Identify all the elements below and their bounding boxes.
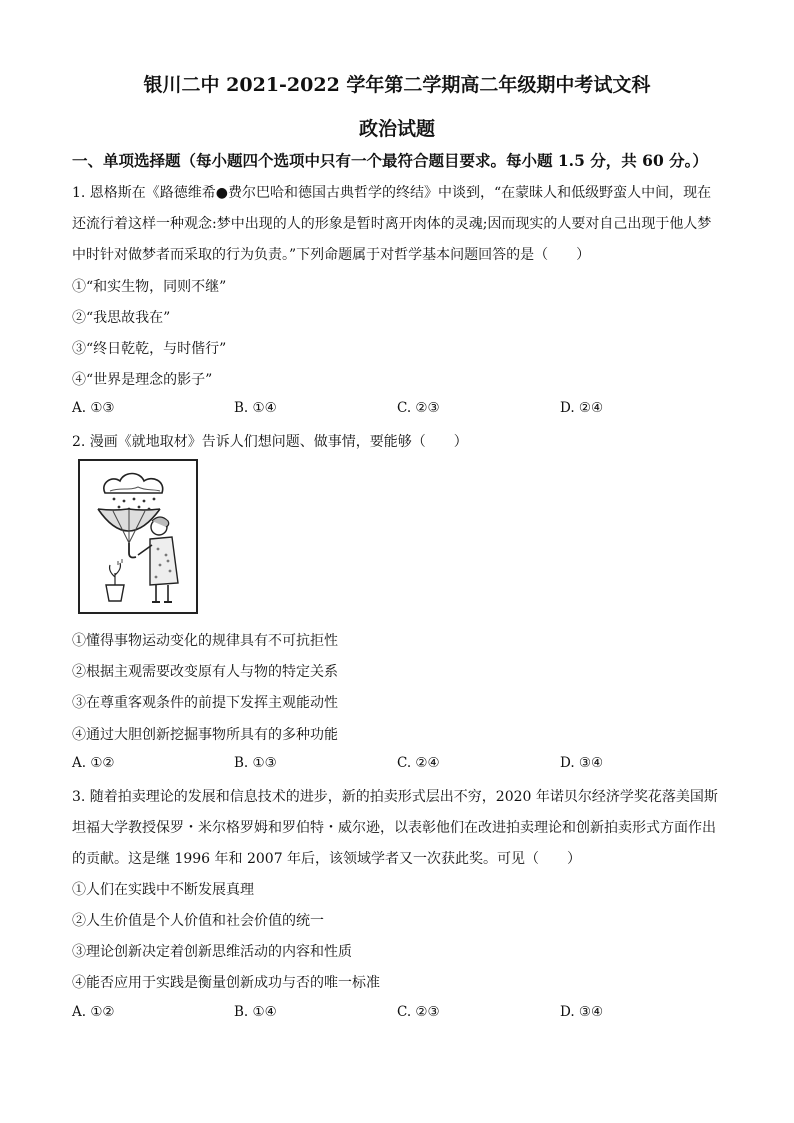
choice-item: ①人们在实践中不断发展真理 bbox=[72, 882, 254, 898]
cartoon-image bbox=[78, 459, 198, 614]
answer-options bbox=[72, 400, 732, 420]
option-a[interactable]: A. ①② bbox=[72, 1004, 115, 1020]
answer-options bbox=[72, 1004, 732, 1024]
choice-item: ④“世界是理念的影子” bbox=[72, 372, 213, 388]
exam-title: 银川二中 2021-2022 学年第二学期高二年级期中考试文科 bbox=[143, 74, 651, 96]
option-d[interactable]: D. ③④ bbox=[560, 755, 604, 771]
question-stem-line: 坦福大学教授保罗・米尔格罗姆和罗伯特・威尔逊，以表彰他们在改进拍卖理论和创新拍卖形式方面作出 bbox=[72, 820, 716, 836]
question-stem-line: 还流行着这样一种观念:梦中出现的人的形象是暂时离开肉体的灵魂;因而现实的人要对自己出现于他人梦 bbox=[72, 216, 712, 232]
choice-item: ③“终日乾乾，与时偕行” bbox=[72, 341, 227, 357]
choice-item: ②“我思故我在” bbox=[72, 310, 171, 326]
question-stem-line: 1. 恩格斯在《路德维希●费尔巴哈和德国古典哲学的终结》中谈到，“在蒙昧人和低级野蛮人中间，现在 bbox=[72, 185, 712, 201]
question-stem-line: 的贡献。这是继 1996 年和 2007 年后，该领域学者又一次获此奖。可见（ ） bbox=[72, 851, 582, 867]
choice-item: ①懂得事物运动变化的规律具有不可抗拒性 bbox=[72, 633, 338, 649]
option-c[interactable]: C. ②③ bbox=[397, 1004, 440, 1020]
option-a[interactable]: A. ①③ bbox=[72, 400, 115, 416]
option-c[interactable]: C. ②④ bbox=[397, 755, 440, 771]
cartoon-drawing bbox=[80, 461, 196, 612]
question-stem-line: 2. 漫画《就地取材》告诉人们想问题、做事情，要能够（ ） bbox=[72, 434, 468, 450]
answer-options bbox=[72, 755, 732, 775]
question-stem-line: 3. 随着拍卖理论的发展和信息技术的进步，新的拍卖形式层出不穷，2020 年诺贝尔经济学奖花落美国斯 bbox=[72, 789, 718, 805]
section-heading: 一、单项选择题（每小题四个选项中只有一个最符合题目要求。每小题 1.5 分，共 60 分。） bbox=[72, 151, 708, 170]
option-d[interactable]: D. ②④ bbox=[560, 400, 604, 416]
choice-item: ③理论创新决定着创新思维活动的内容和性质 bbox=[72, 944, 352, 960]
exam-subject-title: 政治试题 bbox=[358, 118, 435, 140]
choice-item: ①“和实生物，同则不继” bbox=[72, 279, 227, 295]
option-b[interactable]: B. ①④ bbox=[234, 400, 277, 416]
choice-item: ④通过大胆创新挖掘事物所具有的多种功能 bbox=[72, 727, 338, 743]
option-d[interactable]: D. ③④ bbox=[560, 1004, 604, 1020]
choice-item: ②根据主观需要改变原有人与物的特定关系 bbox=[72, 664, 338, 680]
choice-item: ③在尊重客观条件的前提下发挥主观能动性 bbox=[72, 695, 338, 711]
option-b[interactable]: B. ①③ bbox=[234, 755, 277, 771]
choice-item: ②人生价值是个人价值和社会价值的统一 bbox=[72, 913, 324, 929]
question-stem-line: 中时针对做梦者而采取的行为负责。”下列命题属于对哲学基本问题回答的是（ ） bbox=[72, 247, 591, 263]
option-a[interactable]: A. ①② bbox=[72, 755, 115, 771]
option-b[interactable]: B. ①④ bbox=[234, 1004, 277, 1020]
choice-item: ④能否应用于实践是衡量创新成功与否的唯一标准 bbox=[72, 975, 380, 991]
option-c[interactable]: C. ②③ bbox=[397, 400, 440, 416]
